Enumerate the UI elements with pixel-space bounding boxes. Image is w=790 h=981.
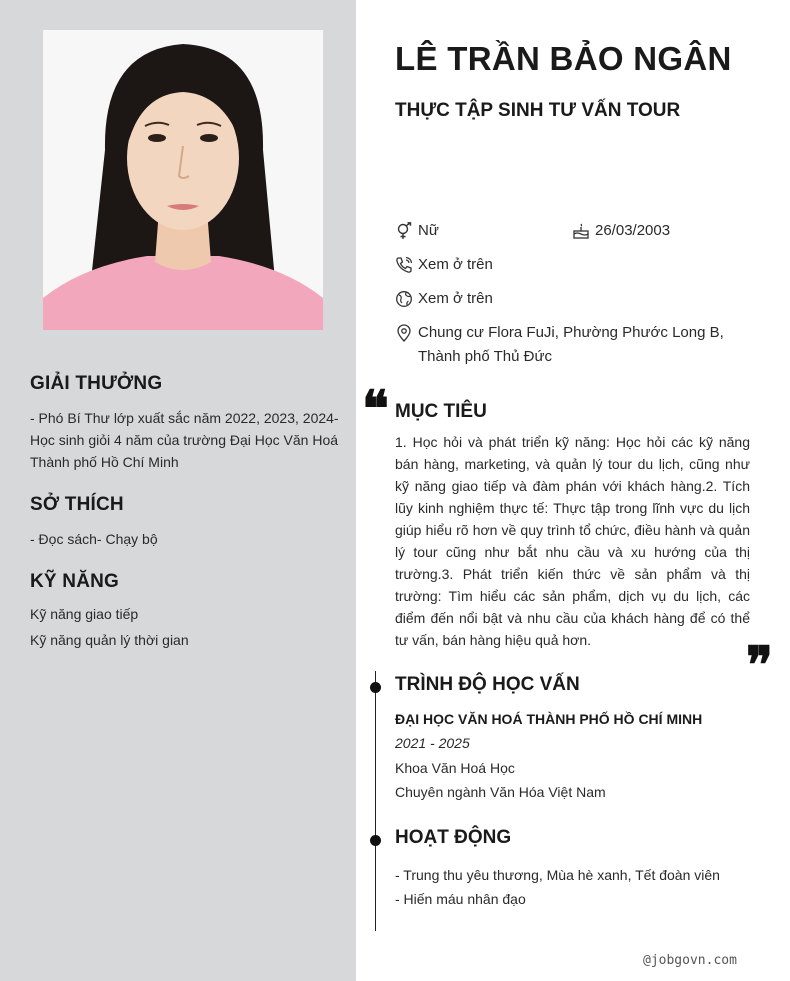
skill-item: Kỹ năng giao tiếp xyxy=(30,606,139,622)
watermark: @jobgovn.com xyxy=(643,953,737,968)
hobbies-title: SỞ THÍCH xyxy=(30,494,124,515)
education-faculty: Khoa Văn Hoá Học xyxy=(395,760,515,776)
address-value xyxy=(418,321,724,369)
objective-text: 1. Học hỏi và phát triển kỹ năng: Học hỏi các kỹ năng bán hàng, marketing, và quản lý tour du lịch, cũng như kỹ năng giao tiếp và đàm phán với khách hàng.2. Tích lũy kinh nghiệm thực tế: Thực tập trong lĩnh vực du lịch giúp hiểu rõ hơn về quy trình tổ chức, điều hành và quản lý tour cũng như bắt nhu cầu và xu hướng của thị trường.3. Phát triển kiến thức về sản phẩm và thị trường: Tìm hiểu các sản phẩm, dịch vụ du lịch, các điểm đến nổi bật và nhu cầu của khách hàng để có thể tư vấn, bán hàng hiệu quả hơn. xyxy=(395,434,750,648)
candidate-name: LÊ TRẦN BẢO NGÂN xyxy=(395,40,732,77)
skills-title: KỸ NĂNG xyxy=(30,571,120,592)
awards-section xyxy=(30,373,340,473)
website-row xyxy=(395,287,493,311)
awards-line: - Phó Bí Thư lớp xuất sắc năm 2022, 2023, 2024- xyxy=(30,410,339,426)
cake-icon xyxy=(572,222,590,240)
open-quote-icon: ❝ xyxy=(362,379,389,438)
awards-line: Học sinh giỏi 4 năm của trường Đại Học Văn Hoá xyxy=(30,432,339,448)
timeline-dot xyxy=(370,682,381,693)
hobbies-text: - Đọc sách- Chạy bộ xyxy=(30,531,158,547)
close-quote-icon: ❞ xyxy=(746,635,773,694)
activity-item: - Hiến máu nhân đạo xyxy=(395,891,526,907)
birthday-row xyxy=(572,219,670,243)
gender-icon xyxy=(395,222,413,240)
education-years: 2021 - 2025 xyxy=(395,735,470,751)
phone-icon xyxy=(395,256,413,274)
education-title: TRÌNH ĐỘ HỌC VẤN xyxy=(395,674,580,695)
job-title: THỰC TẬP SINH TƯ VẤN TOUR xyxy=(395,100,681,121)
objective-title: MỤC TIÊU xyxy=(395,401,487,422)
profile-photo xyxy=(43,30,323,330)
gender-value: Nữ xyxy=(418,222,439,239)
map-pin-icon xyxy=(395,324,413,342)
sidebar xyxy=(0,0,356,981)
education-major: Chuyên ngành Văn Hóa Việt Nam xyxy=(395,784,606,800)
globe-icon xyxy=(395,290,413,308)
birthday-value: 26/03/2003 xyxy=(595,222,671,239)
phone-value: Xem ở trên xyxy=(418,256,493,273)
skills-section xyxy=(30,571,340,653)
timeline-dot xyxy=(370,835,381,846)
website-value: Xem ở trên xyxy=(418,290,493,307)
activity-item: - Trung thu yêu thương, Mùa hè xanh, Tết đoàn viên xyxy=(395,867,720,883)
address-row xyxy=(395,321,724,369)
skill-item: Kỹ năng quản lý thời gian xyxy=(30,632,189,648)
activities-title: HOẠT ĐỘNG xyxy=(395,827,512,848)
address-line: Chung cư Flora FuJi, Phường Phước Long B, xyxy=(418,324,724,341)
awards-title: GIẢI THƯỞNG xyxy=(30,373,163,394)
timeline-line xyxy=(375,671,376,931)
hobbies-section xyxy=(30,494,340,550)
gender-row xyxy=(395,219,439,243)
address-line: Thành phố Thủ Đức xyxy=(418,348,553,365)
phone-row xyxy=(395,253,493,277)
education-school: ĐẠI HỌC VĂN HOÁ THÀNH PHỐ HỒ CHÍ MINH xyxy=(395,711,703,727)
awards-line: Thành phố Hồ Chí Minh xyxy=(30,454,179,470)
